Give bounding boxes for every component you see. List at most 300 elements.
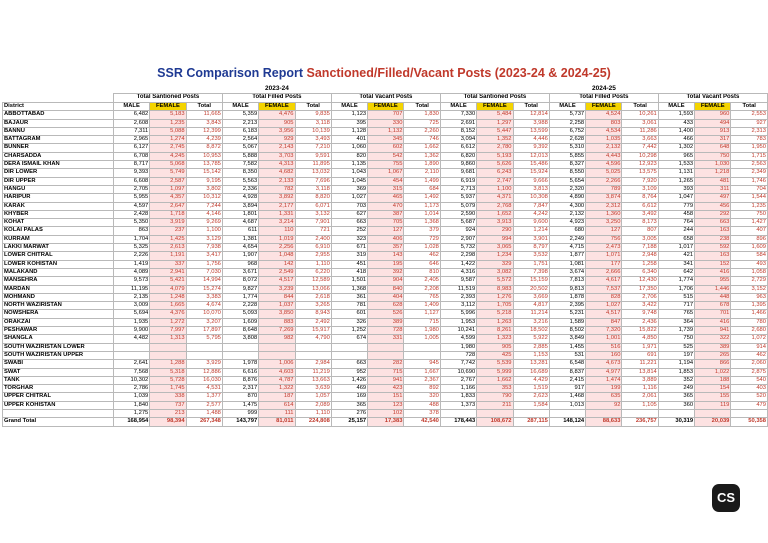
table-row xyxy=(3,293,768,301)
male-value: 1,381 xyxy=(222,235,258,243)
female-value: 5,999 xyxy=(477,368,513,376)
total-value: 2,405 xyxy=(404,277,440,285)
male-value: 2,393 xyxy=(440,293,476,301)
total-value: 2,060 xyxy=(731,360,768,368)
total-value: 3,663 xyxy=(622,136,658,144)
total-value: 11,221 xyxy=(622,360,658,368)
total-value: 1,110 xyxy=(295,409,331,417)
female-value: 4,617 xyxy=(586,277,622,285)
total-value: 11,286 xyxy=(622,127,658,135)
male-value: 3,094 xyxy=(440,136,476,144)
total-value: 462 xyxy=(404,252,440,260)
female-value: 1,022 xyxy=(695,368,731,376)
male-value: 11,195 xyxy=(113,285,149,293)
total-value: 783 xyxy=(731,136,768,144)
total-value: 2,984 xyxy=(295,360,331,368)
male-value: 2,628 xyxy=(549,136,585,144)
female-value: 3,239 xyxy=(259,285,295,293)
female-value: 404 xyxy=(368,293,404,301)
table-row xyxy=(3,351,768,359)
female-value: 102 xyxy=(368,409,404,417)
total-value: 15,917 xyxy=(295,327,331,335)
female-value: 151 xyxy=(368,393,404,401)
male-value: 1,878 xyxy=(549,293,585,301)
female-value: 1,313 xyxy=(150,335,186,343)
male-value: 5,888 xyxy=(222,152,258,160)
female-value: 782 xyxy=(259,185,295,193)
male-value: 1,265 xyxy=(658,177,694,185)
district-name xyxy=(3,409,114,417)
female-value: 2,745 xyxy=(150,144,186,152)
column-header-male: MALE xyxy=(549,103,585,111)
female-value: 750 xyxy=(695,152,731,160)
total-value: 1,746 xyxy=(731,177,768,185)
total-value: 3,061 xyxy=(622,119,658,127)
female-value: 331 xyxy=(368,335,404,343)
male-value: 5,955 xyxy=(113,194,149,202)
female-value: 92 xyxy=(586,401,622,409)
total-value: 1,427 xyxy=(731,219,768,227)
male-value: 1,877 xyxy=(549,252,585,260)
total-value: 1,890 xyxy=(404,161,440,169)
female-value: 1,360 xyxy=(586,210,622,218)
total-value: 3,118 xyxy=(295,119,331,127)
male-value: 1,123 xyxy=(331,111,367,119)
male-value: 680 xyxy=(549,227,585,235)
male-value: 2,213 xyxy=(222,119,258,127)
total-value: 1,116 xyxy=(622,385,658,393)
total-value: 1,110 xyxy=(295,260,331,268)
male-value: 6,127 xyxy=(113,144,149,152)
female-value: 1,446 xyxy=(695,285,731,293)
total-value: 1,609 xyxy=(731,244,768,252)
table-row xyxy=(3,268,768,276)
female-value: 1,235 xyxy=(150,119,186,127)
total-value: 15,822 xyxy=(622,327,658,335)
female-value: 5,068 xyxy=(150,161,186,169)
total-value: 12,013 xyxy=(513,152,549,160)
male-value: 1,706 xyxy=(658,285,694,293)
total-value: 9,666 xyxy=(513,177,549,185)
male-value: 2,641 xyxy=(113,360,149,368)
total-value: 13,032 xyxy=(295,169,331,177)
female-value: 905 xyxy=(477,343,513,351)
male-value xyxy=(331,343,367,351)
total-value: 42,540 xyxy=(404,418,440,426)
total-value: 378 xyxy=(404,409,440,417)
male-value: 965 xyxy=(658,152,694,160)
female-value: 143 xyxy=(368,252,404,260)
table-row xyxy=(3,368,768,376)
male-value: 627 xyxy=(331,210,367,218)
female-value: 913 xyxy=(695,127,731,135)
total-value: 16,030 xyxy=(186,376,222,384)
district-name: TORGHAR xyxy=(3,385,114,393)
total-value: 3,843 xyxy=(186,119,222,127)
female-value: 98,394 xyxy=(150,418,186,426)
total-value: 1,014 xyxy=(404,210,440,218)
female-value: 1,474 xyxy=(586,376,622,384)
female-value: 5,626 xyxy=(477,161,513,169)
total-value: 2,618 xyxy=(295,293,331,301)
female-value: 5,421 xyxy=(150,277,186,285)
female-value: 5,218 xyxy=(477,310,513,318)
total-value: 3,929 xyxy=(186,360,222,368)
total-value: 493 xyxy=(731,260,768,268)
male-value: 1,368 xyxy=(331,285,367,293)
total-value: 1,173 xyxy=(404,202,440,210)
total-value: 7,696 xyxy=(295,177,331,185)
total-value: 963 xyxy=(731,293,768,301)
male-value: 1,419 xyxy=(113,260,149,268)
female-value: 127 xyxy=(368,227,404,235)
total-value: 3,265 xyxy=(295,302,331,310)
female-value: 1,019 xyxy=(259,235,295,243)
female-value: 211 xyxy=(477,401,513,409)
total-value: 704 xyxy=(731,185,768,193)
total-value: 5,922 xyxy=(513,335,549,343)
female-value: 648 xyxy=(695,144,731,152)
female-value: 322 xyxy=(695,335,731,343)
female-value: 1,297 xyxy=(477,119,513,127)
column-header-total: Total xyxy=(622,103,658,111)
column-header-female: FEMALE xyxy=(368,103,404,111)
male-value: 999 xyxy=(222,409,258,417)
female-value: 3,913 xyxy=(477,219,513,227)
male-value: 365 xyxy=(658,393,694,401)
column-header-female: FEMALE xyxy=(586,103,622,111)
total-value: 2,875 xyxy=(731,368,768,376)
female-value: 614 xyxy=(259,401,295,409)
male-value: 9,393 xyxy=(113,169,149,177)
female-value: 389 xyxy=(695,343,731,351)
total-value: 15,142 xyxy=(186,169,222,177)
total-value: 7,847 xyxy=(513,202,549,210)
total-value: 267,348 xyxy=(186,418,222,426)
female-value: 5,193 xyxy=(477,152,513,160)
total-value: 540 xyxy=(731,376,768,384)
male-value: 6,752 xyxy=(549,127,585,135)
male-value: 5,563 xyxy=(222,177,258,185)
district-name: Grand Total xyxy=(3,418,114,426)
male-value: 2,415 xyxy=(549,376,585,384)
male-value: 276 xyxy=(331,409,367,417)
male-value: 364 xyxy=(658,318,694,326)
district-name: KOHAT xyxy=(3,219,114,227)
female-value: 4,517 xyxy=(586,310,622,318)
male-value: 360 xyxy=(658,401,694,409)
male-value: 1,128 xyxy=(331,127,367,135)
total-value: 2,089 xyxy=(295,401,331,409)
female-value: 5,318 xyxy=(150,368,186,376)
report-title-sub: Sanctioned/Filled/Vacant Posts (2023-24 & 2024-25) xyxy=(306,66,611,80)
female-value: 1,030 xyxy=(695,161,731,169)
female-value: 199 xyxy=(586,385,622,393)
male-value: 781 xyxy=(331,302,367,310)
district-name: ORAKZAI xyxy=(3,318,114,326)
male-value: 2,135 xyxy=(113,293,149,301)
total-value: 4,850 xyxy=(622,335,658,343)
female-value: 4,357 xyxy=(150,194,186,202)
male-value: 25,157 xyxy=(331,418,367,426)
male-value: 1,774 xyxy=(222,293,258,301)
male-value: 5,654 xyxy=(549,177,585,185)
male-value: 10,302 xyxy=(113,376,149,384)
table-row xyxy=(3,210,768,218)
male-value: 3,671 xyxy=(222,268,258,276)
total-value: 1,715 xyxy=(731,152,768,160)
district-name: UPPER KOHISTAN xyxy=(3,401,114,409)
column-header-total: Total xyxy=(295,103,331,111)
female-value: 1,234 xyxy=(477,252,513,260)
female-value: 678 xyxy=(695,302,731,310)
total-value: 1,368 xyxy=(404,219,440,227)
total-value xyxy=(186,343,222,351)
total-value: 1,072 xyxy=(731,335,768,343)
total-value: 1,667 xyxy=(404,368,440,376)
male-value: 9,900 xyxy=(113,327,149,335)
female-value: 329 xyxy=(477,260,513,268)
table-row xyxy=(3,144,768,152)
male-value: 663 xyxy=(331,219,367,227)
total-value: 3,152 xyxy=(731,285,768,293)
total-value: 927 xyxy=(731,119,768,127)
male-value: 601 xyxy=(331,310,367,318)
total-value: 1,980 xyxy=(404,327,440,335)
total-value: 1,057 xyxy=(295,393,331,401)
total-value: 1,395 xyxy=(731,302,768,310)
female-value: 5,025 xyxy=(586,169,622,177)
total-value: 236,757 xyxy=(622,418,658,426)
total-value: 8,764 xyxy=(622,194,658,202)
female-value: 1,027 xyxy=(586,302,622,310)
female-value: 3,956 xyxy=(259,127,295,135)
total-value: 750 xyxy=(731,210,768,218)
female-value: 2,266 xyxy=(586,177,622,185)
female-value: 4,517 xyxy=(259,277,295,285)
total-value: 945 xyxy=(404,360,440,368)
total-value: 8,872 xyxy=(186,144,222,152)
total-value: 12,399 xyxy=(186,127,222,135)
table-row xyxy=(3,285,768,293)
table-row xyxy=(3,235,768,243)
female-value: 707 xyxy=(368,111,404,119)
total-value: 1,488 xyxy=(186,409,222,417)
total-value: 810 xyxy=(404,268,440,276)
female-value: 929 xyxy=(259,136,295,144)
male-value: 2,320 xyxy=(549,185,585,193)
female-value: 481 xyxy=(695,177,731,185)
male-value: 2,258 xyxy=(549,119,585,127)
total-value: 3,802 xyxy=(186,185,222,193)
total-value: 8,797 xyxy=(513,244,549,252)
total-value: 520 xyxy=(731,393,768,401)
female-value: 628 xyxy=(368,302,404,310)
male-value xyxy=(331,351,367,359)
total-value: 7,188 xyxy=(622,244,658,252)
female-value: 454 xyxy=(368,177,404,185)
year-header-0: 2023-24 xyxy=(265,84,289,92)
female-value: 88,633 xyxy=(586,418,622,426)
total-value: 4,790 xyxy=(295,335,331,343)
total-value: 11,665 xyxy=(186,111,222,119)
total-value: 3,005 xyxy=(622,235,658,243)
female-value: 4,476 xyxy=(259,111,295,119)
total-value: 9,600 xyxy=(513,219,549,227)
female-value: 163 xyxy=(695,227,731,235)
total-value: 13,599 xyxy=(513,127,549,135)
female-value: 4,534 xyxy=(586,127,622,135)
female-value: 163 xyxy=(695,252,731,260)
table-row xyxy=(3,169,768,177)
total-value: 403 xyxy=(731,385,768,393)
table-row xyxy=(3,219,768,227)
female-value: 406 xyxy=(368,235,404,243)
female-value: 828 xyxy=(586,293,622,301)
female-value: 4,371 xyxy=(477,194,513,202)
male-value xyxy=(658,409,694,417)
total-value: 2,553 xyxy=(731,111,768,119)
total-value: 9,748 xyxy=(622,310,658,318)
total-value: 9,835 xyxy=(295,111,331,119)
total-value: 14,994 xyxy=(186,277,222,285)
total-value: 2,110 xyxy=(404,169,440,177)
female-value: 3,874 xyxy=(586,194,622,202)
male-value: 1,400 xyxy=(658,127,694,135)
female-value: 7,997 xyxy=(150,327,186,335)
male-value: 952 xyxy=(331,368,367,376)
total-value: 488 xyxy=(404,401,440,409)
female-value: 392 xyxy=(368,268,404,276)
male-value: 1,593 xyxy=(658,111,694,119)
total-value: 13,785 xyxy=(186,161,222,169)
male-value: 1,081 xyxy=(549,260,585,268)
year-header-row xyxy=(3,84,768,94)
female-value: 1,071 xyxy=(586,252,622,260)
female-value: 2,647 xyxy=(150,202,186,210)
total-value: 3,889 xyxy=(622,376,658,384)
male-value: 968 xyxy=(222,260,258,268)
table-row xyxy=(3,260,768,268)
male-value: 4,890 xyxy=(549,194,585,202)
male-value: 395 xyxy=(331,119,367,127)
male-value: 6,612 xyxy=(440,144,476,152)
total-value: 1,466 xyxy=(731,310,768,318)
cs-logo: CS xyxy=(712,484,740,512)
total-value: 746 xyxy=(404,136,440,144)
male-value: 9,573 xyxy=(113,277,149,285)
total-value: 3,132 xyxy=(295,210,331,218)
female-value: 1,006 xyxy=(259,360,295,368)
female-value: 1,132 xyxy=(368,127,404,135)
male-value: 8,350 xyxy=(222,169,258,177)
female-value: 1,652 xyxy=(477,210,513,218)
total-value: 725 xyxy=(404,119,440,127)
male-value: 393 xyxy=(658,185,694,193)
female-value: 2,133 xyxy=(259,177,295,185)
male-value: 249 xyxy=(658,385,694,393)
column-header-row xyxy=(3,103,768,111)
male-value: 5,737 xyxy=(549,111,585,119)
male-value: 7,311 xyxy=(113,127,149,135)
male-value xyxy=(113,351,149,359)
total-value: 10,953 xyxy=(186,152,222,160)
female-value: 4,524 xyxy=(586,111,622,119)
total-value: 1,756 xyxy=(186,260,222,268)
male-value: 1,027 xyxy=(331,194,367,202)
total-value: 9,195 xyxy=(186,177,222,185)
total-value: 8,943 xyxy=(295,310,331,318)
male-value: 1,978 xyxy=(222,360,258,368)
female-value: 2,473 xyxy=(586,244,622,252)
male-value: 7,330 xyxy=(440,111,476,119)
male-value: 244 xyxy=(658,227,694,235)
male-value: 1,801 xyxy=(222,210,258,218)
total-value: 2,706 xyxy=(622,293,658,301)
male-value: 2,691 xyxy=(440,119,476,127)
district-name: DIR LOWER xyxy=(3,169,114,177)
total-value: 7,244 xyxy=(186,202,222,210)
total-value: 1,662 xyxy=(404,144,440,152)
female-value: 7,320 xyxy=(586,327,622,335)
male-value: 4,597 xyxy=(113,202,149,210)
male-value: 2,132 xyxy=(549,210,585,218)
male-value: 1,302 xyxy=(658,144,694,152)
male-value: 1,774 xyxy=(658,277,694,285)
male-value: 4,316 xyxy=(440,268,476,276)
female-value: 152 xyxy=(695,260,731,268)
total-value: 807 xyxy=(622,227,658,235)
total-value: 721 xyxy=(295,227,331,235)
total-value: 2,563 xyxy=(731,161,768,169)
male-value: 466 xyxy=(658,136,694,144)
total-value: 13,066 xyxy=(295,285,331,293)
male-value: 3,894 xyxy=(222,202,258,210)
total-value: 9,269 xyxy=(186,219,222,227)
male-value: 1,833 xyxy=(440,393,476,401)
section-header: Total Santioned Posts xyxy=(440,94,549,103)
male-value: 531 xyxy=(549,351,585,359)
male-value: 8,876 xyxy=(222,376,258,384)
female-value: 7,269 xyxy=(259,327,295,335)
table-row xyxy=(3,161,768,169)
total-value: 1,971 xyxy=(622,343,658,351)
female-value: 8,983 xyxy=(477,285,513,293)
total-value: 18,502 xyxy=(513,327,549,335)
female-value: 2,587 xyxy=(150,177,186,185)
total-value: 10,298 xyxy=(622,152,658,160)
female-value: 416 xyxy=(695,268,731,276)
year-header-1: 2024-25 xyxy=(592,84,616,92)
female-value: 292 xyxy=(695,210,731,218)
female-value: 1,218 xyxy=(695,169,731,177)
total-value: 11,895 xyxy=(295,161,331,169)
female-value: 701 xyxy=(695,310,731,318)
table-row xyxy=(3,136,768,144)
female-value: 17,383 xyxy=(368,418,404,426)
female-value: 1,037 xyxy=(259,302,295,310)
female-value xyxy=(477,409,513,417)
male-value: 168,954 xyxy=(113,418,149,426)
female-value: 715 xyxy=(368,368,404,376)
female-value: 1,352 xyxy=(477,136,513,144)
male-value: 5,079 xyxy=(440,202,476,210)
female-value: 1,288 xyxy=(150,360,186,368)
male-value: 1,043 xyxy=(331,169,367,177)
total-value: 3,901 xyxy=(513,235,549,243)
column-header-male: MALE xyxy=(113,103,149,111)
male-value: 3,849 xyxy=(549,335,585,343)
